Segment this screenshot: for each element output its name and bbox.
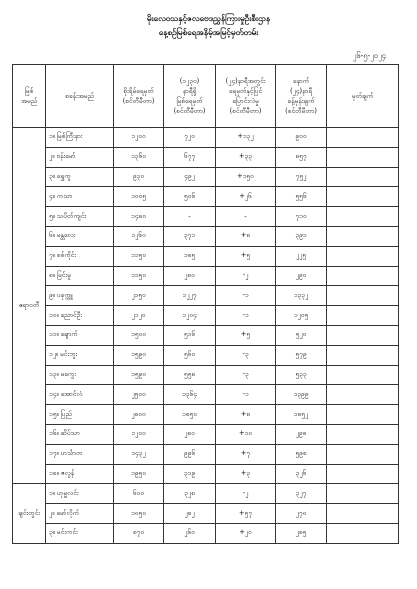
- table-row: [13, 464, 399, 484]
- table-row: [13, 345, 399, 365]
- danger-level-cell: ၁၅၉၀: [114, 345, 164, 365]
- forecast-cell: ၂၂၅: [276, 246, 327, 266]
- header-remark: [327, 65, 399, 128]
- table-row: [13, 167, 399, 187]
- report-title: မိုးလေဝသနှင့်ဇလဗေဒညွှန်ကြားမှုဦးစီးဌာန: [146, 13, 271, 23]
- current-level-cell: ၃၇၁: [164, 226, 216, 246]
- change-cell: +၈: [216, 405, 276, 425]
- forecast-cell: ၅၅၆: [276, 187, 327, 207]
- forecast-cell: ၁၈၅၂: [276, 405, 327, 425]
- current-level-cell: ၄၉၂: [164, 167, 216, 187]
- table-row: [13, 147, 399, 167]
- change-cell: -၃: [216, 345, 276, 365]
- header-line: (၂၄)နာရီအတွင်း: [225, 77, 266, 85]
- current-level-cell: ၁၃၆၄: [164, 385, 216, 405]
- remark-cell: [327, 187, 399, 207]
- forecast-cell: ၂၈၅: [276, 523, 327, 543]
- remark-cell: [327, 424, 399, 444]
- station-cell: ၉။ ပခုက္ကူ: [46, 286, 114, 306]
- danger-level-cell: ၁၀၀၅: [114, 187, 164, 207]
- table-row: [13, 504, 399, 524]
- header-line: ရေမှတ်နှင့်ပြင်: [228, 87, 263, 95]
- change-cell: +၅: [216, 325, 276, 345]
- table-row: [13, 226, 399, 246]
- header-line: (၂၄)နာရီ: [289, 87, 312, 95]
- current-level-cell: ၇၂၀: [164, 128, 216, 148]
- station-cell: ၁၆။ ဆိပ်သာ: [46, 424, 114, 444]
- remark-cell: [327, 405, 399, 425]
- table-row: [13, 424, 399, 444]
- danger-level-cell: ၁၂၆၀: [114, 226, 164, 246]
- change-cell: -၁: [216, 385, 276, 405]
- station-cell: ၁၀။ ညောင်ဦး: [46, 306, 114, 326]
- forecast-cell: ၁၃၃၂: [276, 286, 327, 306]
- header-line: စိုးရိမ်ရေမှတ်: [123, 87, 154, 95]
- change-cell: -၁: [216, 306, 276, 326]
- current-level-cell: ၁၈၅: [164, 246, 216, 266]
- current-level-cell: ၆၇၇: [164, 147, 216, 167]
- remark-cell: [327, 504, 399, 524]
- current-level-cell: ၂၈၀: [164, 266, 216, 286]
- danger-level-cell: ၁၁၅၀: [114, 266, 164, 286]
- station-cell: ၆။ မန္တလေး: [46, 226, 114, 246]
- remark-cell: [327, 444, 399, 464]
- report-subtitle: နေ့စဉ်မြစ်ရေအနိမ့်အမြင့်မှတ်တမ်း: [158, 27, 259, 37]
- station-cell: ၁၂။ မင်းဘူး: [46, 345, 114, 365]
- change-cell: -၂: [216, 484, 276, 504]
- current-level-cell: ၂၆၀: [164, 523, 216, 543]
- table-row: [13, 385, 399, 405]
- header-line: နာရီရှိ: [182, 87, 197, 95]
- forecast-cell: ၁၃၉၉: [276, 385, 327, 405]
- remark-cell: [327, 266, 399, 286]
- danger-level-cell: ၂၁၅၀: [114, 286, 164, 306]
- header-line: အမည်: [20, 97, 38, 105]
- danger-level-cell: ၁၁၅၀: [114, 246, 164, 266]
- header-line: ပြောင်းလဲမှု: [232, 97, 259, 105]
- forecast-cell: ၂၉၀: [276, 266, 327, 286]
- forecast-cell: ၅၇၉: [276, 345, 327, 365]
- change-cell: +၅၇: [216, 504, 276, 524]
- river-name-cell: ချင်းတွင်း: [13, 484, 46, 543]
- header-line: (စင်တီမီတာ): [122, 97, 155, 105]
- river-level-table: [12, 64, 399, 544]
- danger-level-cell: ၁၀၅၀: [114, 504, 164, 524]
- remark-cell: [327, 325, 399, 345]
- forecast-cell: ၁၂၀၅: [276, 306, 327, 326]
- header-line: နောက်: [292, 77, 310, 85]
- change-cell: -၃: [216, 365, 276, 385]
- station-cell: ၁၅။ ပြည်: [46, 405, 114, 425]
- header-line: (၁၂၃၀): [179, 77, 200, 85]
- river-name-cell: ဧရာဝတီ: [13, 128, 46, 484]
- current-level-cell: ၁၂၂၇: [164, 286, 216, 306]
- table-row: [13, 444, 399, 464]
- station-cell: ၁၄။ အောင်လံ: [46, 385, 114, 405]
- change-cell: +၇: [216, 444, 276, 464]
- current-level-cell: ၁၈၅၀: [164, 405, 216, 425]
- forecast-cell: ၈၅၇: [276, 147, 327, 167]
- station-cell: ၁၁။ ချောက်: [46, 325, 114, 345]
- table-header-row: [13, 65, 399, 128]
- header-line: (စင်တီမီတာ): [229, 107, 262, 115]
- station-cell: ၁၃။ မကွေး: [46, 365, 114, 385]
- table-row: [13, 207, 399, 227]
- forecast-cell: ၂၉၈: [276, 424, 327, 444]
- station-cell: ၃။ မင်းကင်း: [46, 523, 114, 543]
- current-level-cell: ၉၉၆: [164, 444, 216, 464]
- current-level-cell: -: [164, 207, 216, 227]
- report-date: ၂၆-၅-၂၀၂၄: [352, 51, 386, 60]
- danger-level-cell: ၁၄၈၀: [114, 207, 164, 227]
- station-cell: ၄။ ကသာ: [46, 187, 114, 207]
- forecast-cell: ၅၂၀: [276, 325, 327, 345]
- table-row: [13, 325, 399, 345]
- danger-level-cell: ၁၂၀၀: [114, 424, 164, 444]
- current-level-cell: ၃၁၉: [164, 464, 216, 484]
- forecast-cell: ၇၅၂: [276, 167, 327, 187]
- header-current-level: [164, 65, 216, 128]
- header-line: မှတ်ချက်: [351, 92, 374, 100]
- remark-cell: [327, 147, 399, 167]
- forecast-cell: ၃၂၇: [276, 484, 327, 504]
- danger-level-cell: ၈၇၀: [114, 523, 164, 543]
- forecast-cell: ၃၉၁: [276, 226, 327, 246]
- change-cell: +၁၀: [216, 424, 276, 444]
- remark-cell: [327, 306, 399, 326]
- change-cell: -: [216, 207, 276, 227]
- station-cell: ၇။ စစ်ကိုင်း: [46, 246, 114, 266]
- remark-cell: [327, 484, 399, 504]
- remark-cell: [327, 464, 399, 484]
- header-station: [46, 65, 114, 128]
- forecast-cell: ၇၁၀: [276, 207, 327, 227]
- station-cell: ၂။ မော်လိုက်: [46, 504, 114, 524]
- header-forecast: [276, 65, 327, 128]
- remark-cell: [327, 128, 399, 148]
- danger-level-cell: ၁၉၅၀: [114, 464, 164, 484]
- current-level-cell: ၅၆၀: [164, 345, 216, 365]
- forecast-cell: ၅၃၃: [276, 365, 327, 385]
- header-danger-level: [114, 65, 164, 128]
- change-cell: +၁၅၀: [216, 167, 276, 187]
- current-level-cell: ၁၂၀၄: [164, 306, 216, 326]
- forecast-cell: ၉၀၀: [276, 128, 327, 148]
- current-level-cell: ၅၅၈: [164, 365, 216, 385]
- station-cell: ၈။ မြင်းမူ: [46, 266, 114, 286]
- table-row: [13, 523, 399, 543]
- forecast-cell: ၂၇၀: [276, 504, 327, 524]
- station-cell: ၂။ ဗန်းမော်: [46, 147, 114, 167]
- danger-level-cell: ၂၁၂၀: [114, 306, 164, 326]
- current-level-cell: ၅၀၆: [164, 187, 216, 207]
- forecast-cell: ၅၉၈: [276, 444, 327, 464]
- current-level-cell: ၅၁၆: [164, 325, 216, 345]
- table-body: [13, 128, 399, 544]
- danger-level-cell: ၁၃၆၀: [114, 147, 164, 167]
- table-row: [13, 187, 399, 207]
- danger-level-cell: ၂၅၀၀: [114, 385, 164, 405]
- danger-level-cell: ၁၄၃၂: [114, 444, 164, 464]
- change-cell: +၃၃: [216, 147, 276, 167]
- station-cell: ၅။ သပိတ်ကျင်း: [46, 207, 114, 227]
- table-row: [13, 246, 399, 266]
- remark-cell: [327, 226, 399, 246]
- danger-level-cell: ၁၅၀၀: [114, 325, 164, 345]
- header-river: [13, 65, 46, 128]
- current-level-cell: ၃၂၈: [164, 484, 216, 504]
- header-change: [216, 65, 276, 128]
- station-cell: ၁၈။ ဇလွန်: [46, 464, 114, 484]
- danger-level-cell: ၁၂၀၀: [114, 128, 164, 148]
- remark-cell: [327, 365, 399, 385]
- table-row: [13, 266, 399, 286]
- header-line: မြစ်ရေမှတ်: [176, 97, 203, 105]
- remark-cell: [327, 345, 399, 365]
- table-row: [13, 128, 399, 148]
- danger-level-cell: ၉၃၀: [114, 167, 164, 187]
- station-cell: ၁။ မြစ်ကြီးနား: [46, 128, 114, 148]
- danger-level-cell: ၁၅၉၀: [114, 365, 164, 385]
- change-cell: +၈: [216, 226, 276, 246]
- change-cell: -၂: [216, 266, 276, 286]
- table-row: [13, 365, 399, 385]
- remark-cell: [327, 246, 399, 266]
- change-cell: -၁: [216, 286, 276, 306]
- change-cell: +၃: [216, 464, 276, 484]
- station-cell: ၁။ ဟုမ္မလင်း: [46, 484, 114, 504]
- change-cell: +၅: [216, 246, 276, 266]
- header-line: ခန့်မှန်းချက်: [287, 97, 315, 105]
- header-line: (စင်တီမီတာ): [173, 107, 206, 115]
- change-cell: +၂၀: [216, 523, 276, 543]
- danger-level-cell: ၂၈၀၀: [114, 405, 164, 425]
- remark-cell: [327, 207, 399, 227]
- remark-cell: [327, 286, 399, 306]
- station-cell: ၁၇။ ဟင်္သာတ: [46, 444, 114, 464]
- header-line: (စင်တီမီတာ): [285, 107, 317, 115]
- header-line: စခန်းအမည်: [65, 92, 94, 100]
- forecast-cell: ၃၂၆: [276, 464, 327, 484]
- header-line: မြစ်: [24, 87, 34, 95]
- change-cell: +၁၃၂: [216, 128, 276, 148]
- remark-cell: [327, 385, 399, 405]
- danger-level-cell: ၆၀၀: [114, 484, 164, 504]
- remark-cell: [327, 523, 399, 543]
- station-cell: ၃။ ရွှေကူ: [46, 167, 114, 187]
- table-row: [13, 484, 399, 504]
- table-row: [13, 306, 399, 326]
- current-level-cell: ၂၈၂: [164, 504, 216, 524]
- table-row: [13, 286, 399, 306]
- current-level-cell: ၂၈၀: [164, 424, 216, 444]
- change-cell: +၂၆: [216, 187, 276, 207]
- remark-cell: [327, 167, 399, 187]
- table-row: [13, 405, 399, 425]
